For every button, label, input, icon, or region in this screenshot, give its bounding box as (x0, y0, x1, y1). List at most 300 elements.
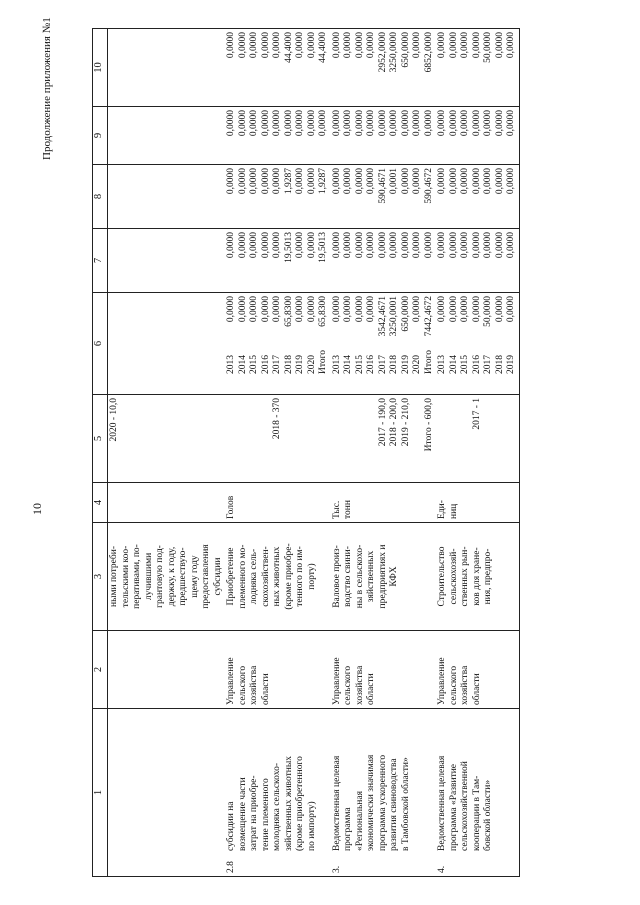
exec-line: хозяйства (354, 665, 365, 705)
c7-line: 0,0000 (460, 232, 470, 259)
target-cell (436, 395, 519, 483)
header-cell: 3 (93, 523, 108, 631)
year-label: 2016 (260, 355, 271, 374)
c10-line: 0,0000 (249, 32, 259, 59)
exec-line: хозяйства (460, 665, 470, 705)
c7-line: 0,0000 (400, 232, 411, 259)
name-line: программа (343, 807, 353, 851)
target-line: 2018 - 200,0 (389, 398, 399, 447)
year-amount: 0,0000 (506, 296, 516, 323)
c9-line: 0,0000 (226, 110, 236, 137)
c7-line: 0,0000 (494, 232, 505, 259)
target-cell (225, 395, 331, 483)
target-line (332, 398, 344, 479)
year-label: Итого (423, 349, 434, 374)
year-amount: 0,0000 (460, 296, 470, 323)
col10-cell (108, 29, 226, 107)
year-line (412, 296, 424, 391)
year-amount: 0,0000 (448, 296, 459, 323)
header-cell: 5 (93, 395, 108, 483)
year-amount: 0,0000 (249, 296, 259, 323)
year-line (460, 296, 472, 391)
table-body (108, 29, 520, 877)
c9-line: 0,0000 (249, 110, 259, 137)
header-cell: 9 (93, 107, 108, 165)
program-table (92, 28, 520, 877)
c8-line: 0,0000 (331, 168, 342, 195)
c7-line: 0,0000 (423, 232, 434, 259)
year-amount: 0,0000 (343, 296, 353, 323)
c9-line: 0,0000 (295, 110, 305, 137)
year-label: 2013 (226, 355, 236, 374)
year-label: 2016 (471, 355, 482, 374)
header-cell: 7 (93, 229, 108, 293)
table-row (436, 29, 519, 877)
exec-line: области (260, 673, 271, 705)
year-total-cell (108, 293, 226, 395)
col8-cell (436, 165, 519, 229)
year-amount: 0,0000 (471, 296, 482, 323)
year-amount: 0,0000 (306, 296, 317, 323)
executor-cell (225, 631, 331, 709)
indicator-line: ственных рын- (460, 546, 470, 607)
c10-line: 0,0000 (437, 32, 447, 59)
c8-line: 590,4671 (377, 168, 388, 204)
indicator-line: ными потреби- (109, 546, 119, 607)
c10-line: 2952,0000 (377, 32, 388, 73)
year-total-cell (225, 293, 331, 395)
exec-line: Управление (226, 657, 236, 705)
indicator-line: Валовое произ- (331, 545, 342, 608)
name-line: затрат на приобре- (249, 775, 259, 851)
indicator-line: ных животных (272, 546, 282, 607)
c7-line: 0,0000 (226, 232, 236, 259)
exec-line: области (471, 673, 482, 705)
year-line (506, 296, 518, 391)
c7-line: 0,0000 (412, 232, 422, 259)
col10-cell (331, 29, 437, 107)
c9-line: 0,0000 (483, 110, 493, 137)
year-amount: 650,0000 (400, 296, 411, 332)
indicator-line: зяйственных (366, 550, 376, 603)
c7-line: 0,0000 (249, 232, 259, 259)
col8-cell (225, 165, 331, 229)
indicator-line: водство свини- (343, 546, 353, 607)
c8-line: 1,9287 (318, 168, 328, 195)
c9-line: 0,0000 (494, 110, 505, 137)
indicator-line: порту) (306, 563, 317, 590)
unit-line: Еди- (437, 500, 447, 519)
c8-line: 0,0000 (437, 168, 447, 195)
c7-line: 0,0000 (483, 232, 493, 259)
row-number: 2.8 (226, 861, 236, 873)
col7-cell (436, 229, 519, 293)
c8-line: 0,0000 (343, 168, 353, 195)
indicator-cell (108, 523, 226, 631)
col10-cell (225, 29, 331, 107)
year-line (249, 296, 261, 391)
year-line (401, 296, 413, 391)
c10-line: 0,0000 (306, 32, 317, 59)
page-number: 10 (30, 503, 44, 515)
year-label: 2019 (295, 355, 305, 374)
c9-line: 0,0000 (412, 110, 422, 137)
c7-line: 0,0000 (448, 232, 459, 259)
indicator-line: ния, предпро- (483, 548, 493, 605)
c9-line: 0,0000 (318, 110, 328, 137)
c9-line: 0,0000 (471, 110, 482, 137)
c10-line: 0,0000 (471, 32, 482, 59)
program-name (226, 713, 318, 851)
year-amount: 0,0000 (272, 296, 282, 323)
unit-cell (331, 483, 437, 523)
year-line (449, 296, 461, 391)
c7-line: 0,0000 (237, 232, 248, 259)
year-amount: 50,0000 (483, 296, 493, 327)
year-amount: 0,0000 (237, 296, 248, 323)
year-label: 2018 (283, 355, 294, 374)
c7-line: 0,0000 (437, 232, 447, 259)
c7-line: 19,5013 (318, 232, 328, 263)
executor-cell (331, 631, 437, 709)
name-line: (кроме приобретенного (295, 756, 305, 851)
indicator-line: ков для хране- (471, 547, 482, 606)
c8-line: 0,0000 (494, 168, 505, 195)
year-line (389, 296, 401, 391)
exec-line: сельского (237, 665, 248, 705)
c10-line: 3250,0000 (389, 32, 399, 73)
year-line (284, 296, 296, 391)
c10-line: 0,0000 (237, 32, 248, 59)
program-name-cell (436, 709, 519, 877)
indicator-line: тельскими коо- (120, 545, 131, 608)
row-number: 3. (331, 865, 342, 873)
col8-cell (331, 165, 437, 229)
c8-line: 0,0000 (400, 168, 411, 195)
target-line (437, 398, 449, 479)
indicator-line: Приобретение (226, 547, 236, 606)
year-label: 2020 (306, 355, 317, 374)
year-amount: 65,8300 (283, 296, 294, 327)
col7-cell (225, 229, 331, 293)
indicator-line: грантовую под- (155, 545, 165, 608)
year-line (424, 296, 436, 391)
executor-cell (436, 631, 519, 709)
year-amount: 65,8300 (318, 296, 328, 327)
name-line: программа ускоренного (377, 754, 388, 851)
c7-line: 19,5013 (283, 232, 294, 263)
c7-line: 0,0000 (366, 232, 376, 259)
indicator-line: лодняка сель- (249, 548, 259, 605)
unit-cell (108, 483, 226, 523)
c8-line: 0,0000 (260, 168, 271, 195)
c9-line: 0,0000 (448, 110, 459, 137)
year-total-cell (436, 293, 519, 395)
year-line (238, 296, 250, 391)
table-row (225, 29, 331, 877)
year-label: 2019 (506, 355, 516, 374)
indicator-line: тенного по им- (295, 546, 305, 607)
unit-line: Голов (226, 495, 236, 519)
year-line (226, 296, 238, 391)
year-amount: 0,0000 (366, 296, 376, 323)
target-line (460, 398, 472, 479)
indicator-line: скохозяйствен- (260, 546, 271, 607)
indicator-cell (331, 523, 437, 631)
target-line: Итого - 600,0 (423, 398, 434, 452)
c7-line: 0,0000 (260, 232, 271, 259)
c10-line: 50,0000 (483, 32, 493, 63)
c7-line: 0,0000 (389, 232, 399, 259)
c9-line: 0,0000 (366, 110, 376, 137)
indicator-line: щему году (189, 555, 200, 598)
name-line: Ведомственная целевая (331, 755, 342, 851)
c9-line: 0,0000 (343, 110, 353, 137)
target-line (449, 398, 461, 479)
col7-cell (331, 229, 437, 293)
name-line: субсидии на (226, 801, 236, 851)
year-label: 2014 (237, 355, 248, 374)
year-amount: 3250,0001 (389, 296, 399, 337)
c9-line: 0,0000 (283, 110, 294, 137)
target-line: 2017 - 190,0 (377, 398, 388, 447)
exec-line: Управление (331, 657, 342, 705)
name-line: Ведомственная целевая (437, 755, 447, 851)
name-line: возмещение части (237, 777, 248, 851)
indicator-line: (кроме приобре- (283, 543, 294, 610)
c9-line: 0,0000 (306, 110, 317, 137)
target-line (343, 398, 355, 479)
c10-line: 0,0000 (494, 32, 505, 59)
year-total-cell (331, 293, 437, 395)
name-line: экономически значимая (366, 754, 376, 851)
name-line: зяйственных животных (283, 756, 294, 851)
col9-cell (436, 107, 519, 165)
target-line: 2020 - 10,0 (109, 398, 119, 442)
c9-line: 0,0000 (237, 110, 248, 137)
c10-line: 6852,0000 (423, 32, 434, 73)
header-cell: 1 (93, 709, 108, 877)
name-line: «Региональная (354, 791, 365, 851)
target-line: 2019 - 210,0 (400, 398, 411, 447)
year-label: 2017 (272, 355, 282, 374)
c10-line: 0,0000 (366, 32, 376, 59)
c9-line: 0,0000 (272, 110, 282, 137)
c10-line: 0,0000 (412, 32, 422, 59)
c9-line: 0,0000 (423, 110, 434, 137)
target-line (412, 398, 424, 479)
c7-line: 0,0000 (295, 232, 305, 259)
indicator-line: КФХ (389, 566, 399, 587)
year-label: 2017 (483, 355, 493, 374)
year-label: 2018 (494, 355, 505, 374)
unit-cell (225, 483, 331, 523)
target-cell (331, 395, 437, 483)
target-line (261, 398, 273, 479)
program-name-cell (108, 709, 226, 877)
program-name-cell (331, 709, 437, 877)
target-cell (108, 395, 226, 483)
exec-line: хозяйства (249, 665, 259, 705)
target-line (238, 398, 250, 479)
c8-line: 0,0000 (366, 168, 376, 195)
year-amount: 0,0000 (226, 296, 236, 323)
name-line: тение племенного (260, 778, 271, 851)
year-label: 2020 (412, 355, 422, 374)
name-line: молодняка сельскохо- (272, 763, 282, 851)
target-line (355, 398, 367, 479)
unit-cell (436, 483, 519, 523)
c8-line: 0,0000 (483, 168, 493, 195)
c10-line: 0,0000 (460, 32, 470, 59)
executor-cell (108, 631, 226, 709)
c7-line: 0,0000 (506, 232, 516, 259)
c7-line: 0,0000 (343, 232, 353, 259)
c8-line: 0,0000 (354, 168, 365, 195)
target-line: 2017 - 1 (471, 398, 482, 430)
name-line: развития свиноводства (389, 758, 399, 851)
exec-line: сельского (448, 665, 459, 705)
c8-line: 0,0000 (306, 168, 317, 195)
col8-cell (108, 165, 226, 229)
year-line (495, 296, 507, 391)
indicator-line: перативами, по- (132, 544, 142, 609)
c9-line: 0,0000 (354, 110, 365, 137)
year-label: 2015 (249, 355, 259, 374)
year-line (261, 296, 273, 391)
target-line (366, 398, 378, 479)
c10-line: 0,0000 (331, 32, 342, 59)
c8-line: 0,0000 (460, 168, 470, 195)
indicator-cell (436, 523, 519, 631)
c9-line: 0,0000 (506, 110, 516, 137)
indicator-line: Строительство (437, 546, 447, 607)
c9-line: 0,0000 (377, 110, 388, 137)
year-amount: 3542,4671 (377, 296, 388, 337)
c9-line: 0,0000 (260, 110, 271, 137)
year-amount: 0,0000 (437, 296, 447, 323)
name-line: в Тамбовской области» (400, 757, 411, 851)
c7-line: 0,0000 (354, 232, 365, 259)
c8-line: 0,0000 (295, 168, 305, 195)
year-label: 2013 (331, 355, 342, 374)
header-cell: 6 (93, 293, 108, 395)
header-cell: 10 (93, 29, 108, 107)
year-line (472, 296, 484, 391)
indicator-line: племенного мо- (237, 544, 248, 609)
indicator-line: сельскохозяй- (448, 548, 459, 605)
c8-line: 0,0000 (272, 168, 282, 195)
year-label: 2014 (343, 355, 353, 374)
col10-cell (436, 29, 519, 107)
c9-line: 0,0000 (437, 110, 447, 137)
name-line: по импорту) (306, 801, 317, 851)
target-line (226, 398, 238, 479)
c10-line: 0,0000 (272, 32, 282, 59)
c10-line: 0,0000 (448, 32, 459, 59)
year-line (355, 296, 367, 391)
exec-line: Управление (437, 657, 447, 705)
unit-line: ниц (448, 503, 459, 519)
c10-line: 44,4000 (283, 32, 294, 63)
indicator-line: предшествую- (178, 547, 188, 606)
indicator-line: предприятиях и (377, 544, 388, 609)
header-cell: 8 (93, 165, 108, 229)
c8-line: 0,0000 (237, 168, 248, 195)
c10-line: 0,0000 (343, 32, 353, 59)
year-label: 2013 (437, 355, 447, 374)
year-amount: 0,0000 (331, 296, 342, 323)
indicator-line: лучившими (143, 552, 154, 601)
c7-line: 0,0000 (377, 232, 388, 259)
year-line (483, 296, 495, 391)
exec-line: области (366, 673, 376, 705)
name-line: бовской области» (483, 779, 493, 851)
year-label: 2018 (389, 355, 399, 374)
c8-line: 1,9287 (283, 168, 294, 195)
c9-line: 0,0000 (460, 110, 470, 137)
year-line (318, 296, 330, 391)
c8-line: 590,4672 (423, 168, 434, 204)
name-line: кооперации в Там- (471, 775, 482, 851)
c10-line: 0,0000 (260, 32, 271, 59)
program-name-cell (225, 709, 331, 877)
col9-cell (108, 107, 226, 165)
year-amount: 0,0000 (295, 296, 305, 323)
table-row (108, 29, 226, 877)
indicator-line: ны в сельскохо- (354, 544, 365, 609)
year-label: Итого (318, 349, 328, 374)
c7-line: 0,0000 (306, 232, 317, 259)
year-line (307, 296, 319, 391)
year-amount: 0,0000 (354, 296, 365, 323)
exec-line: сельского (343, 665, 353, 705)
indicator-line: субсидии (212, 557, 223, 596)
c10-line: 0,0000 (295, 32, 305, 59)
year-line (332, 296, 344, 391)
c9-line: 0,0000 (389, 110, 399, 137)
c9-line: 0,0000 (331, 110, 342, 137)
unit-line: Тыс. (331, 500, 342, 519)
year-label: 2019 (400, 355, 411, 374)
year-amount: 0,0000 (412, 296, 422, 323)
c9-line: 0,0000 (400, 110, 411, 137)
table-row (331, 29, 437, 877)
year-amount: 0,0000 (260, 296, 271, 323)
c7-line: 0,0000 (272, 232, 282, 259)
year-line (378, 296, 390, 391)
year-line (437, 296, 449, 391)
c10-line: 650,0000 (400, 32, 411, 68)
c8-line: 0,0000 (471, 168, 482, 195)
year-amount: 0,0000 (494, 296, 505, 323)
header-cell: 2 (93, 631, 108, 709)
year-label: 2015 (354, 355, 365, 374)
year-line (366, 296, 378, 391)
name-line: программа «Развитие (448, 763, 459, 851)
program-name (437, 713, 495, 851)
year-amount: 7442,4672 (423, 296, 434, 337)
year-label: 2016 (366, 355, 376, 374)
c8-line: 0,0000 (249, 168, 259, 195)
target-line (249, 398, 261, 479)
c8-line: 0,0000 (448, 168, 459, 195)
year-label: 2017 (377, 355, 388, 374)
year-label: 2015 (460, 355, 470, 374)
unit-line: тонн (343, 500, 353, 519)
c7-line: 0,0000 (471, 232, 482, 259)
year-line (343, 296, 355, 391)
